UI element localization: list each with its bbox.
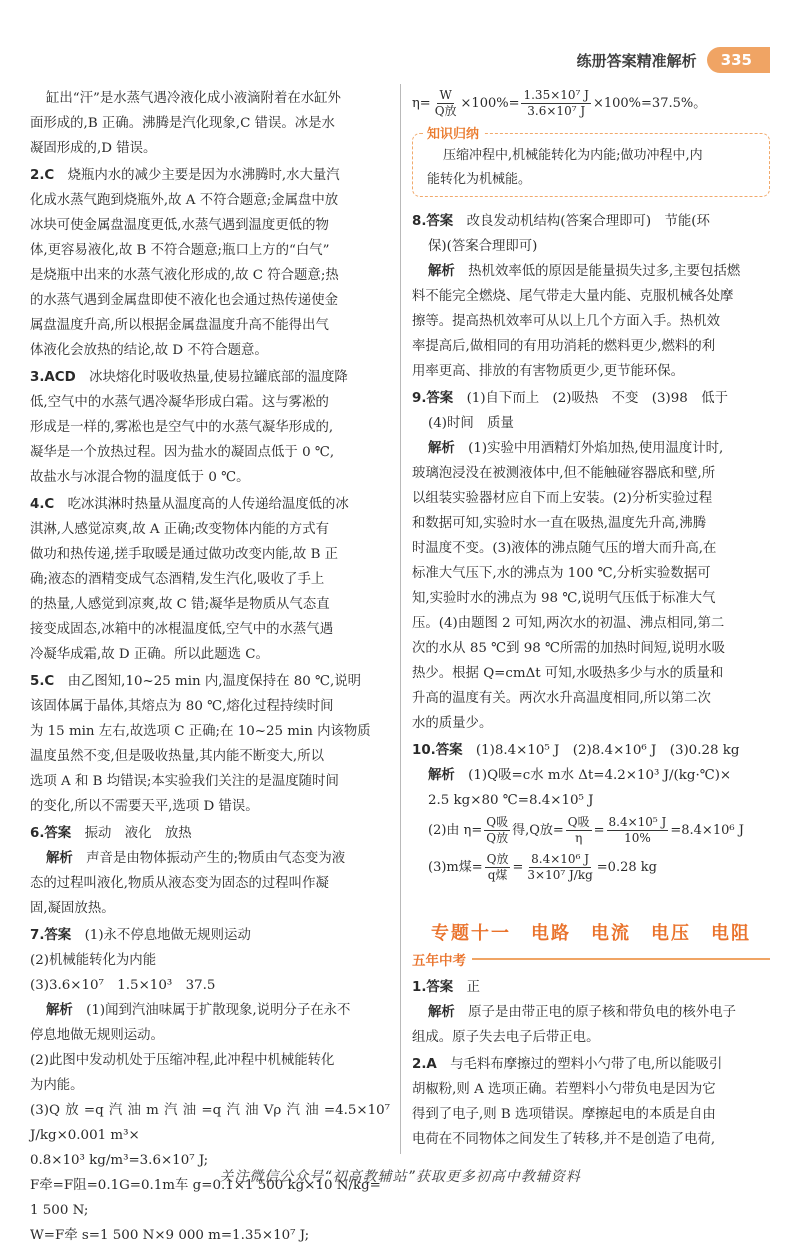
question-number: 4.C bbox=[30, 497, 55, 512]
question-2: 2.C 烧瓶内水的减少主要是因为水沸腾时,水大量汽 化成水蒸气跑到烧瓶外,故 A 不符合题意;金属盘中放 冰块可使金属盘温度更低,水蒸气遇到温度更低的物 体,更容易液化,故 B 不符合题意;瓶口上方的“白气” 是烧瓶中出来的水蒸气液化形成的,故 C 符合题意;热 的水蒸气遇到金属盘即使不液化也会通过热传递使金 属盘温度升高,所以根据金属盘温度升高不能得出气 体液化会放热的结论,故 D 不符合题意。 bbox=[30, 168, 340, 358]
question-3: 3.ACD 冰块熔化时吸收热量,使易拉罐底部的温度降 低,空气中的水蒸气遇冷凝华形成白霜。这与雾凇的 形成是一样的,雾凇也是空气中的水蒸气凝华形成的, 凝华是一个放热过程。因为盐水的凝固点低于 0 ℃, 故盐水与冰混合物的温度低于 0 ℃。 bbox=[30, 370, 348, 485]
knowledge-summary-title: 知识归纳 bbox=[423, 123, 483, 142]
question-6: 6.答案 振动 液化 放热 解析 声音是由物体振动产生的;物质由气态变为液 态的过程叫液化,物质从液态变为固态的过程叫作凝 固,凝固放热。 bbox=[30, 826, 346, 916]
page-header bbox=[577, 44, 770, 76]
intro-paragraph: 缸出“汗”是水蒸气遇冷液化成小液滴附着在水缸外 面形成的,B 正确。沸腾是汽化现象,C 错误。冰是水 凝固形成的,D 错误。 bbox=[30, 91, 341, 156]
question-number: 9. bbox=[412, 391, 427, 406]
fraction: $\frac{\text{Q放}}{\text{q煤}}$ bbox=[486, 852, 509, 882]
analysis-tag: 解析 bbox=[46, 851, 73, 866]
analysis-tag: 解析 bbox=[46, 1003, 73, 1018]
analysis-tag: 解析 bbox=[428, 441, 455, 456]
page-number: 335 bbox=[707, 47, 770, 73]
answer-tag: 答案 bbox=[44, 826, 72, 841]
question-number: 5.C bbox=[30, 674, 55, 689]
efficiency-formula: η= $\frac{W}{\text{Q放}}$ ×100%= $\frac{\text{1.35×10⁷ J}}{\text{3.6×10⁷ J}}$ ×100%=37.5%。 bbox=[412, 88, 707, 118]
analysis-tag: 解析 bbox=[428, 1005, 455, 1020]
question-number: 6. bbox=[30, 826, 45, 841]
question-number: 7. bbox=[30, 928, 45, 943]
question-number: 8. bbox=[412, 214, 427, 229]
header-title: 练册答案精准解析 bbox=[576, 51, 697, 70]
question-10: 10.答案 (1)8.4×10⁵ J (2)8.4×10⁶ J (3)0.28 kg 解析 (1)Q吸=c水 m水 Δt=4.2×10³ J/(kg·℃)× 2.5 kg×80 ℃=8.4×10⁵ J (2)由 η= $\frac{\text{Q吸}}{\text{Q放}}$ 得,Q放= $\frac{\text{Q吸}}{\eta}$ = $\frac{\text{8.4×10⁵ J}}{10\%}$ =8.4×10⁶ J (3)m煤= $\frac{\text{Q放}}{\text{q煤}}$ = $\frac{\text{8.4×10⁶ J}}{\text{3×10⁷ J/kg}}$ =0.28 kg bbox=[412, 738, 770, 883]
fraction: $\frac{\text{8.4×10⁶ J}}{\text{3×10⁷ J/kg}}$ bbox=[527, 852, 593, 882]
answer-tag: 答案 bbox=[435, 743, 463, 758]
right-column bbox=[412, 86, 770, 1154]
analysis-tag: 解析 bbox=[428, 264, 455, 279]
column-divider bbox=[400, 84, 401, 1154]
formula-part-2: (2)由 η= $\frac{\text{Q吸}}{\text{Q放}}$ 得,Q放= $\frac{\text{Q吸}}{\eta}$ = $\frac{\text{8.4×10⁵ J}}{10\%}$ =8.4×10⁶ J bbox=[428, 815, 744, 845]
answer-tag: 答案 bbox=[426, 391, 454, 406]
fraction: $\frac{W}{\text{Q放}}$ bbox=[434, 88, 457, 118]
analysis-tag: 解析 bbox=[428, 768, 455, 783]
question-7: 7.答案 (1)永不停息地做无规则运动 (2)机械能转化为内能 (3)3.6×10⁷ 1.5×10³ 37.5 解析 (1)闻到汽油味属于扩散现象,说明分子在永不 停息地做无规则运动。 (2)此图中发动机处于压缩冲程,此冲程中机械能转化 为内能。 (3)Q放=q汽油m汽油=q汽油Vρ汽油=4.5×10⁷ J/kg×0.001 m³× 0.8×10³ kg/m³=3.6×10⁷ J; F牵=F阻=0.1G=0.1m车 g=0.1×1 500 kg×10 N/kg= 1 500 N; W=F牵 s=1 500 N×9 000 m=1.35×10⁷ J; bbox=[30, 928, 390, 1243]
footer-note: 关注微信公众号“初高教辅站”获取更多初高中教辅资料 bbox=[219, 1169, 581, 1185]
question-number: 10. bbox=[412, 743, 436, 758]
section-subheading bbox=[412, 949, 770, 969]
subheading-label: 五年中考 bbox=[412, 953, 466, 969]
question-number: 3.ACD bbox=[30, 370, 76, 385]
question-5: 5.C 由乙图知,10~25 min 内,温度保持在 80 ℃,说明 该固体属于晶体,其熔点为 80 ℃,熔化过程持续时间 为 15 min 左右,故选项 C 正确;在 10~25 min 内该物质 温度虽然不变,但是吸收热量,其内能不断变大,所以 选项 A 和 B 均错误;本实验我们关注的是温度随时间 的变化,所以不需要天平,选项 D 错误。 bbox=[30, 674, 371, 814]
question-9: 9.答案 (1)自下而上 (2)吸热 不变 (3)98 低于 (4)时间 质量 解析 (1)实验中用酒精灯外焰加热,使用温度计时, 玻璃泡浸没在被测液体中,但不能触碰容器底和壁,所 以组装实验器材应自下而上安装。(2)分析实验过程 和数据可知,实验时水一直在吸热,温度先升高,沸腾 时温度不变。(3)液体的沸点随气压的增大而升高,在 标准大气压下,水的沸点为 100 ℃,分析实验数据可 知,实验时水的沸点为 98 ℃,说明气压低于标准大气 压。(4)由题图 2 可知,两次水的初温、沸点相同,第二 次的水从 85 ℃到 98 ℃所需的加热时间短,说明水吸 热少。根据 Q=cmΔt 可知,水吸热多少与水的质量和 升高的温度有关。两次水升高温度相同,所以第二次 水的质量少。 bbox=[412, 391, 728, 731]
knowledge-summary-box: 知识归纳 压缩冲程中,机械能转化为内能;做功冲程中,内 能转化为机械能。 bbox=[412, 133, 770, 197]
question-number: 2.C bbox=[30, 168, 55, 183]
answer-tag: 答案 bbox=[426, 214, 454, 229]
question-number: 2.A bbox=[412, 1057, 437, 1072]
section-question-1: 1.答案 正 解析 原子是由带正电的原子核和带负电的核外电子 组成。原子失去电子后带正电。 bbox=[412, 980, 736, 1045]
question-8: 8.答案 改良发动机结构(答案合理即可) 节能(环 保)(答案合理即可) 解析 热机效率低的原因是能量损失过多,主要包括燃 料不能完全燃烧、尾气带走大量内能、克服机械各处摩 擦等。提高热机效率可从以上几个方面入手。热机效 率提高后,做相同的有用功消耗的燃料更少,燃料的利 用率更高、排放的有害物质更少,更节能环保。 bbox=[412, 214, 741, 379]
formula-part-3: (3)m煤= $\frac{\text{Q放}}{\text{q煤}}$ = $\frac{\text{8.4×10⁶ J}}{\text{3×10⁷ J/kg}}$ =0.28 kg bbox=[428, 852, 657, 882]
question-4: 4.C 吃冰淇淋时热量从温度高的人传递给温度低的冰 淇淋,人感觉凉爽,故 A 正确;改变物体内能的方式有 做功和热传递,搓手取暖是通过做功改变内能,故 B 正 确;液态的酒精变成气态酒精,发生汽化,吸收了手上 的热量,人感觉到凉爽,故 C 错;凝华是物质从气态直 接变成固态,冰箱中的冰棍温度低,空气中的水蒸气遇 冷凝华成霜,故 D 正确。所以此题选 C。 bbox=[30, 497, 349, 662]
section-question-2: 2.A 与毛料布摩擦过的塑料小勺带了电,所以能吸引 胡椒粉,则 A 选项正确。若塑料小勺带负电是因为它 得到了电子,则 B 选项错误。摩擦起电的本质是自由 电荷在不同物体之间发生了转移,并不是创造了电荷, bbox=[412, 1057, 723, 1147]
section-title: 专题十一 电路 电流 电压 电阻 bbox=[431, 923, 751, 944]
left-column bbox=[30, 86, 390, 1250]
question-number: 1. bbox=[412, 980, 427, 995]
answer-tag: 答案 bbox=[426, 980, 454, 995]
answer-tag: 答案 bbox=[44, 928, 72, 943]
fraction: $\frac{\text{Q吸}}{\text{Q放}}$ bbox=[486, 815, 509, 845]
fraction: $\frac{\text{1.35×10⁷ J}}{\text{3.6×10⁷ J}}$ bbox=[523, 88, 589, 118]
fraction: $\frac{\text{8.4×10⁵ J}}{10\%}$ bbox=[608, 815, 667, 845]
subheading-rule bbox=[472, 958, 770, 960]
fraction: $\frac{\text{Q吸}}{\eta}$ bbox=[567, 815, 590, 845]
